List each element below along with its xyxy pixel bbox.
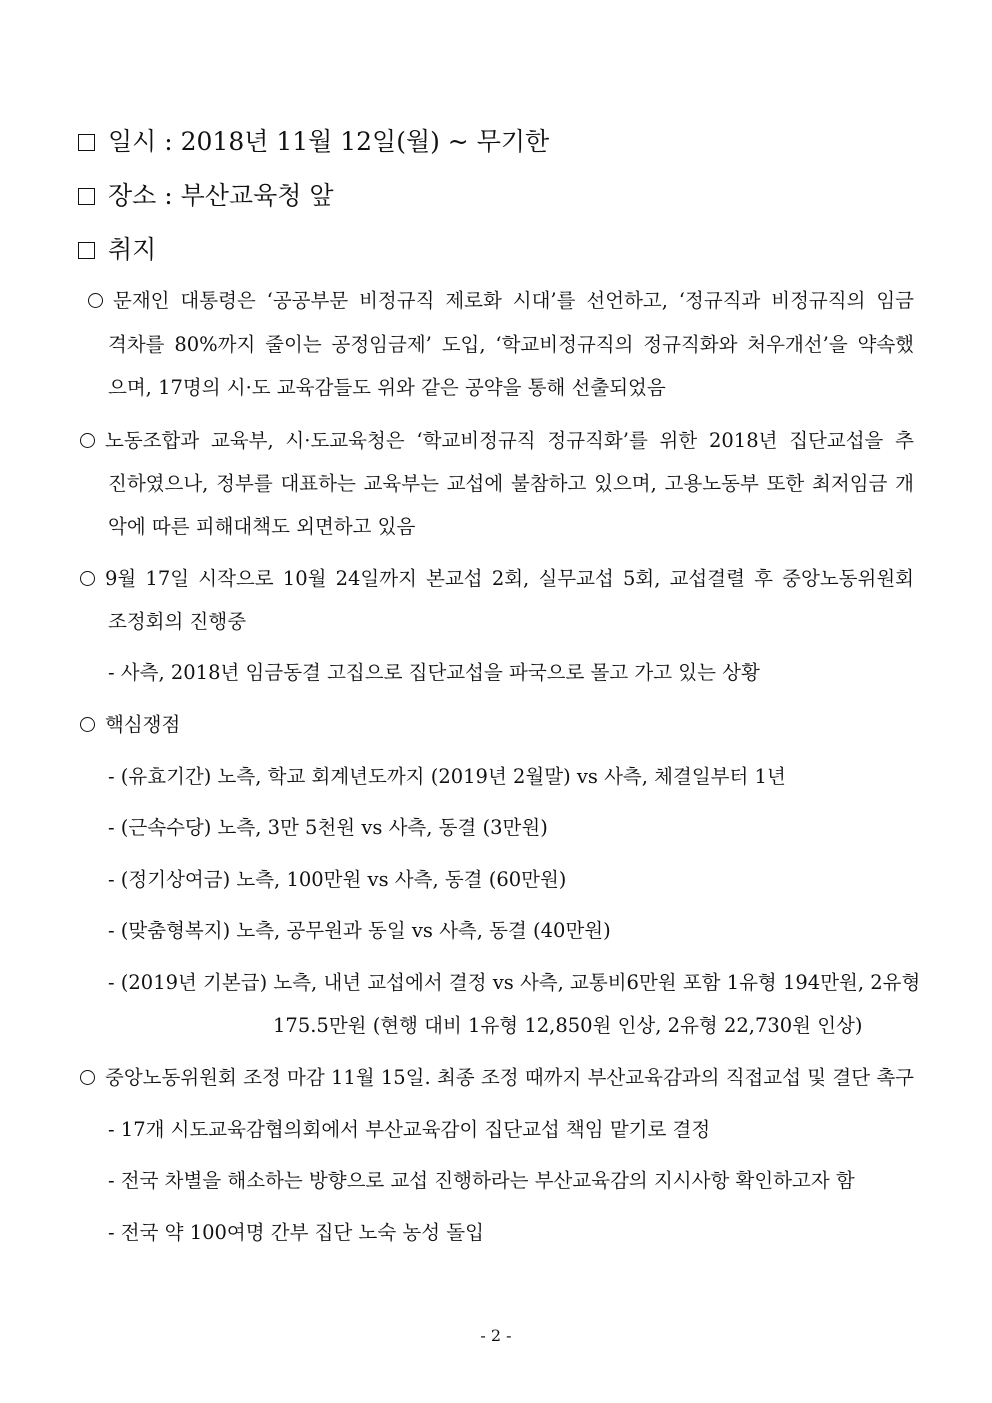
circle-bullet-icon bbox=[80, 433, 95, 448]
bullet-5-sub-3: - 전국 약 100여명 간부 집단 노숙 농성 돌입 bbox=[108, 1221, 484, 1244]
bullet-3-sub: - 사측, 2018년 임금동결 고집으로 집단교섭을 파국으로 몰고 가고 있는 상황 bbox=[108, 661, 760, 684]
circle-bullet-icon bbox=[80, 1070, 95, 1085]
checkbox-square-icon bbox=[78, 188, 95, 205]
bullet-3-line-2: 조정회의 진행중 bbox=[108, 610, 247, 633]
checkbox-square-icon bbox=[78, 134, 95, 151]
bullet-2-line-3: 악에 따른 피해대책도 외면하고 있음 bbox=[108, 515, 416, 538]
bullet-2-line-2: 진하였으나, 정부를 대표하는 교육부는 교섭에 불참하고 있으며, 고용노동부 또한 최저임금 개 bbox=[108, 472, 914, 495]
bullet-3-line-1: 9월 17일 시작으로 10월 24일까지 본교섭 2회, 실무교섭 5회, 교섭결렬 후 중앙노동위원회 bbox=[80, 563, 914, 591]
heading-location: 장소 : 부산교육청 앞 bbox=[78, 176, 333, 212]
circle-bullet-icon bbox=[80, 717, 95, 732]
bullet-5: 중앙노동위원회 조정 마감 11월 15일. 최종 조정 때까지 부산교육감과의 직접교섭 및 결단 촉구 bbox=[80, 1062, 914, 1090]
circle-bullet-icon bbox=[88, 293, 103, 308]
bullet-4-sub-2: - (근속수당) 노측, 3만 5천원 vs 사측, 동결 (3만원) bbox=[108, 816, 548, 839]
heading-purpose: 취지 bbox=[78, 230, 156, 266]
bullet-4-sub-5-line-2: 175.5만원 (현행 대비 1유형 12,850원 인상, 2유형 22,730원 인상) bbox=[273, 1014, 863, 1037]
bullet-1-line-2: 격차를 80%까지 줄이는 공정임금제’ 도입, ‘학교비정규직의 정규직화와 처우개선’을 약속했 bbox=[108, 333, 914, 356]
bullet-4: 핵심쟁점 bbox=[80, 709, 180, 737]
bullet-4-sub-1: - (유효기간) 노측, 학교 회계년도까지 (2019년 2월말) vs 사측, 체결일부터 1년 bbox=[108, 765, 786, 788]
bullet-4-sub-4: - (맞춤형복지) 노측, 공무원과 동일 vs 사측, 동결 (40만원) bbox=[108, 919, 611, 942]
bullet-5-sub-1: - 17개 시도교육감협의회에서 부산교육감이 집단교섭 책임 맡기로 결정 bbox=[108, 1118, 711, 1141]
circle-bullet-icon bbox=[80, 571, 95, 586]
heading-datetime: 일시 : 2018년 11월 12일(월) ~ 무기한 bbox=[78, 122, 549, 158]
page-number: - 2 - bbox=[480, 1326, 512, 1345]
bullet-5-sub-2: - 전국 차별을 해소하는 방향으로 교섭 진행하라는 부산교육감의 지시사항 확인하고자 함 bbox=[108, 1169, 855, 1192]
bullet-1-line-3: 으며, 17명의 시·도 교육감들도 위와 같은 공약을 통해 선출되었음 bbox=[108, 376, 666, 399]
bullet-4-sub-5-line-1: - (2019년 기본급) 노측, 내년 교섭에서 결정 vs 사측, 교통비6만원 포함 1유형 194만원, 2유형 bbox=[108, 971, 921, 994]
checkbox-square-icon bbox=[78, 242, 95, 259]
bullet-1-line-1: 문재인 대통령은 ‘공공부문 비정규직 제로화 시대’를 선언하고, ‘정규직과 비정규직의 임금 bbox=[88, 285, 914, 313]
bullet-2-line-1: 노동조합과 교육부, 시·도교육청은 ‘학교비정규직 정규직화’를 위한 2018년 집단교섭을 추 bbox=[80, 425, 914, 453]
bullet-4-sub-3: - (정기상여금) 노측, 100만원 vs 사측, 동결 (60만원) bbox=[108, 868, 567, 891]
